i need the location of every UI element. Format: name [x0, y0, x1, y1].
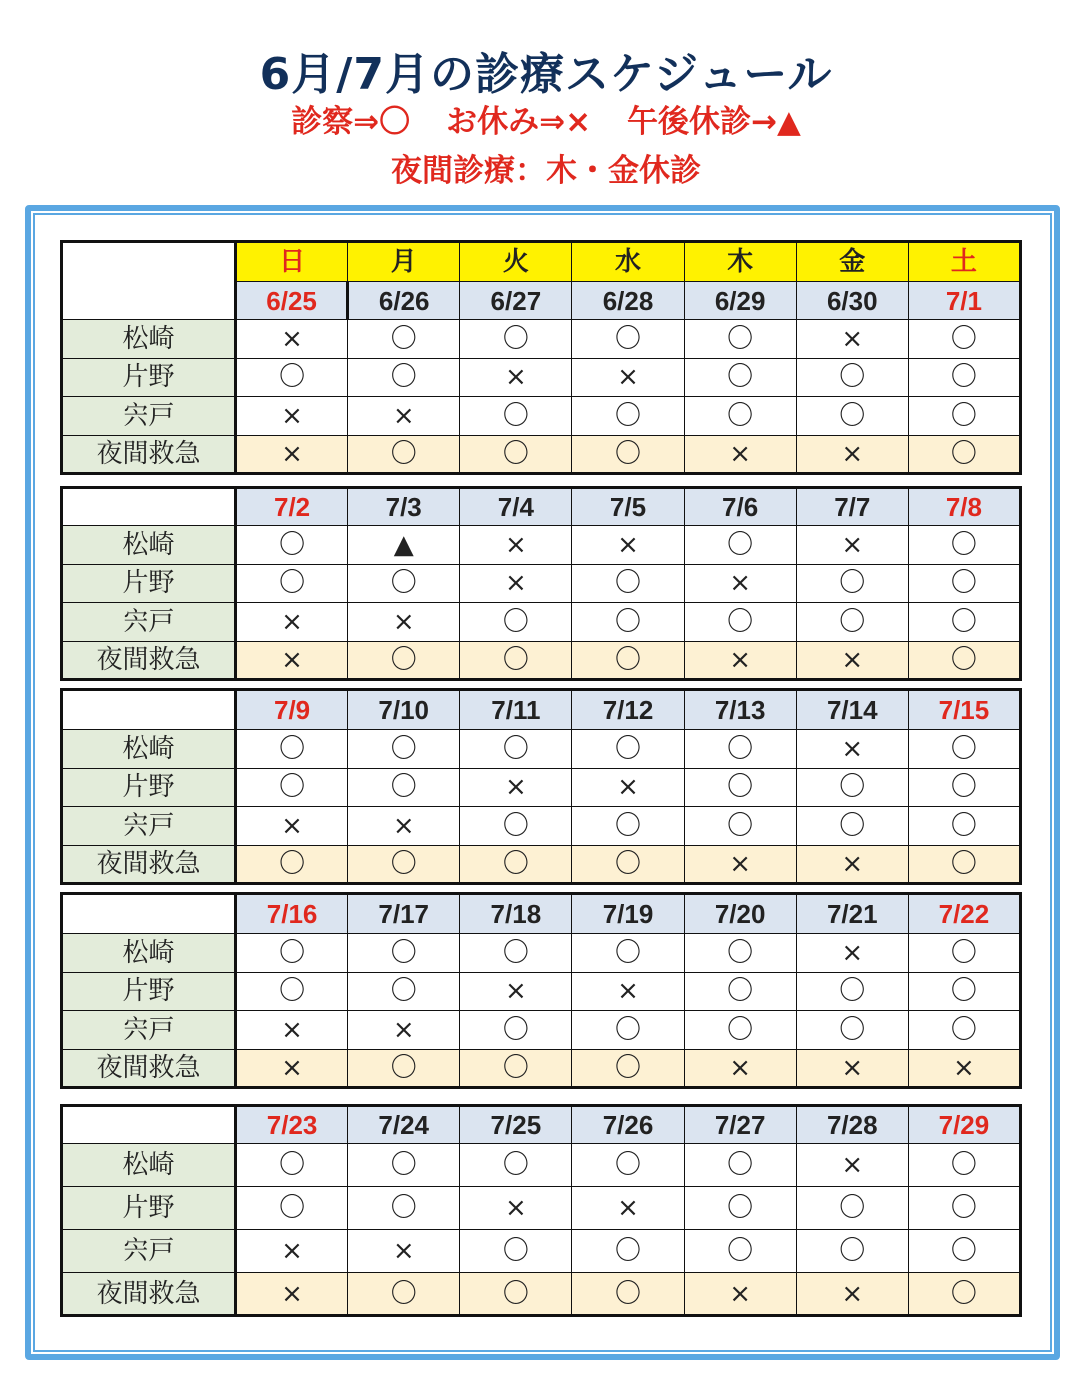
date-cell: 6/28 — [572, 282, 684, 320]
schedule-mark: × — [236, 320, 348, 359]
row-night-emergency — [62, 1049, 1021, 1088]
schedule-mark: 〇 — [348, 845, 460, 884]
schedule-mark: × — [796, 320, 908, 359]
row-label-night-emergency: 夜間救急 — [62, 641, 236, 680]
schedule-mark: 〇 — [684, 1187, 796, 1230]
row-label-katano: 片野 — [62, 358, 236, 397]
schedule-mark: 〇 — [572, 1011, 684, 1050]
schedule-mark: ▲ — [348, 526, 460, 565]
schedule-mark: 〇 — [908, 564, 1020, 603]
schedule-mark: × — [460, 526, 572, 565]
row-shishido — [62, 397, 1021, 436]
schedule-mark: 〇 — [460, 1144, 572, 1187]
schedule-mark: × — [236, 807, 348, 846]
schedule-mark: × — [236, 1049, 348, 1088]
date-cell: 7/14 — [796, 690, 908, 730]
schedule-mark: × — [348, 807, 460, 846]
schedule-mark: 〇 — [348, 1187, 460, 1230]
date-cell: 6/26 — [348, 282, 460, 320]
date-cell: 7/27 — [684, 1106, 796, 1144]
date-cell: 7/13 — [684, 690, 796, 730]
schedule-mark: 〇 — [236, 1144, 348, 1187]
schedule-mark: 〇 — [236, 1187, 348, 1230]
legend-open: 診察⇒〇 — [291, 104, 411, 140]
schedule-mark: 〇 — [460, 1230, 572, 1273]
date-cell: 7/16 — [236, 894, 348, 934]
row-matsuzaki — [62, 320, 1021, 359]
row-katano — [62, 768, 1021, 807]
row-label-matsuzaki: 松崎 — [62, 526, 236, 565]
schedule-mark: × — [348, 397, 460, 436]
schedule-mark: × — [684, 641, 796, 680]
row-night-emergency — [62, 435, 1021, 474]
date-cell: 7/17 — [348, 894, 460, 934]
row-label-katano: 片野 — [62, 564, 236, 603]
schedule-mark: 〇 — [460, 1273, 572, 1316]
schedule-mark: 〇 — [796, 358, 908, 397]
weekday-header: 月 — [348, 242, 460, 282]
schedule-mark: 〇 — [348, 641, 460, 680]
date-cell: 7/15 — [908, 690, 1020, 730]
weekday-header: 日 — [236, 242, 348, 282]
schedule-mark: 〇 — [460, 320, 572, 359]
date-cell: 7/4 — [460, 488, 572, 526]
schedule-mark: 〇 — [684, 972, 796, 1011]
schedule-mark: × — [572, 526, 684, 565]
schedule-mark: 〇 — [684, 768, 796, 807]
schedule-mark: 〇 — [908, 603, 1020, 642]
schedule-mark: 〇 — [908, 1273, 1020, 1316]
schedule-mark: 〇 — [684, 807, 796, 846]
row-label-shishido: 宍戸 — [62, 397, 236, 436]
date-cell: 7/9 — [236, 690, 348, 730]
weekday-header: 火 — [460, 242, 572, 282]
weekday-header: 金 — [796, 242, 908, 282]
schedule-mark: × — [684, 1049, 796, 1088]
schedule-mark: 〇 — [796, 603, 908, 642]
row-katano — [62, 564, 1021, 603]
date-cell: 6/25 — [236, 282, 348, 320]
schedule-mark: × — [684, 435, 796, 474]
schedule-mark: × — [908, 1049, 1020, 1088]
row-katano — [62, 358, 1021, 397]
schedule-mark: × — [684, 564, 796, 603]
schedule-mark: 〇 — [908, 768, 1020, 807]
schedule-mark: × — [236, 1230, 348, 1273]
schedule-mark: 〇 — [684, 1011, 796, 1050]
week-table-2 — [60, 486, 1022, 681]
schedule-mark: × — [236, 1011, 348, 1050]
schedule-mark: 〇 — [460, 1049, 572, 1088]
row-katano — [62, 1187, 1021, 1230]
schedule-mark: 〇 — [684, 730, 796, 769]
schedule-mark: 〇 — [348, 730, 460, 769]
row-shishido — [62, 1011, 1021, 1050]
row-matsuzaki — [62, 526, 1021, 565]
schedule-mark: 〇 — [236, 526, 348, 565]
schedule-mark: 〇 — [460, 435, 572, 474]
schedule-mark: 〇 — [236, 934, 348, 973]
schedule-mark: 〇 — [348, 435, 460, 474]
date-cell: 7/19 — [572, 894, 684, 934]
row-matsuzaki — [62, 1144, 1021, 1187]
date-cell: 7/28 — [796, 1106, 908, 1144]
row-label-matsuzaki: 松崎 — [62, 730, 236, 769]
row-label-katano: 片野 — [62, 972, 236, 1011]
schedule-mark: 〇 — [236, 972, 348, 1011]
schedule-mark: 〇 — [572, 845, 684, 884]
weekday-header: 木 — [684, 242, 796, 282]
date-cell: 7/20 — [684, 894, 796, 934]
schedule-mark: × — [684, 845, 796, 884]
schedule-mark: × — [796, 934, 908, 973]
schedule-mark: 〇 — [796, 807, 908, 846]
date-cell: 7/22 — [908, 894, 1020, 934]
schedule-mark: × — [796, 1144, 908, 1187]
schedule-mark: × — [796, 730, 908, 769]
date-cell: 7/6 — [684, 488, 796, 526]
row-label-night-emergency: 夜間救急 — [62, 845, 236, 884]
schedule-mark: 〇 — [796, 972, 908, 1011]
date-cell: 7/25 — [460, 1106, 572, 1144]
night-clinic-note: 夜間診療：木・金休診 — [391, 153, 701, 189]
schedule-mark: × — [796, 845, 908, 884]
schedule-mark: 〇 — [572, 934, 684, 973]
date-cell: 6/30 — [796, 282, 908, 320]
schedule-mark: 〇 — [460, 641, 572, 680]
schedule-mark: 〇 — [796, 768, 908, 807]
date-cell: 7/24 — [348, 1106, 460, 1144]
row-katano — [62, 972, 1021, 1011]
row-label-matsuzaki: 松崎 — [62, 934, 236, 973]
schedule-mark: × — [236, 1273, 348, 1316]
date-cell: 7/2 — [236, 488, 348, 526]
schedule-mark: 〇 — [572, 564, 684, 603]
header-blank-cell — [62, 488, 236, 526]
schedule-mark: × — [348, 603, 460, 642]
schedule-mark: × — [796, 641, 908, 680]
schedule-mark: 〇 — [908, 358, 1020, 397]
row-label-night-emergency: 夜間救急 — [62, 435, 236, 474]
header-blank-cell — [62, 690, 236, 730]
schedule-mark: 〇 — [460, 845, 572, 884]
schedule-mark: 〇 — [572, 1273, 684, 1316]
schedule-mark: × — [796, 1049, 908, 1088]
date-cell: 7/1 — [908, 282, 1020, 320]
date-cell: 7/10 — [348, 690, 460, 730]
week-table-5 — [60, 1104, 1022, 1317]
schedule-mark: 〇 — [908, 972, 1020, 1011]
schedule-mark: × — [236, 603, 348, 642]
schedule-mark: × — [796, 526, 908, 565]
schedule-mark: 〇 — [908, 641, 1020, 680]
schedule-mark: 〇 — [348, 320, 460, 359]
schedule-mark: 〇 — [236, 768, 348, 807]
schedule-mark: × — [460, 358, 572, 397]
schedule-mark: 〇 — [460, 807, 572, 846]
schedule-mark: 〇 — [908, 934, 1020, 973]
date-cell: 7/29 — [908, 1106, 1020, 1144]
row-matsuzaki — [62, 730, 1021, 769]
legend-closed: お休み⇒× — [446, 104, 592, 140]
schedule-mark: 〇 — [236, 730, 348, 769]
row-shishido — [62, 1230, 1021, 1273]
schedule-mark: 〇 — [460, 397, 572, 436]
schedule-mark: 〇 — [236, 564, 348, 603]
schedule-mark: 〇 — [348, 934, 460, 973]
week-table-4 — [60, 892, 1022, 1089]
schedule-mark: 〇 — [796, 397, 908, 436]
schedule-mark: 〇 — [460, 730, 572, 769]
date-cell: 7/21 — [796, 894, 908, 934]
schedule-mark: × — [460, 972, 572, 1011]
row-label-katano: 片野 — [62, 768, 236, 807]
row-label-matsuzaki: 松崎 — [62, 320, 236, 359]
schedule-mark: × — [236, 435, 348, 474]
schedule-mark: 〇 — [684, 934, 796, 973]
schedule-mark: 〇 — [572, 807, 684, 846]
date-cell: 6/29 — [684, 282, 796, 320]
schedule-mark: 〇 — [684, 358, 796, 397]
row-shishido — [62, 807, 1021, 846]
schedule-mark: 〇 — [572, 435, 684, 474]
schedule-mark: 〇 — [460, 1011, 572, 1050]
schedule-mark: 〇 — [908, 1187, 1020, 1230]
row-label-shishido: 宍戸 — [62, 603, 236, 642]
schedule-mark: 〇 — [348, 1049, 460, 1088]
schedule-mark: 〇 — [348, 972, 460, 1011]
schedule-mark: 〇 — [572, 1230, 684, 1273]
schedule-mark: × — [572, 1187, 684, 1230]
date-cell: 7/11 — [460, 690, 572, 730]
schedule-mark: 〇 — [348, 564, 460, 603]
schedule-mark: 〇 — [796, 1011, 908, 1050]
schedule-mark: 〇 — [572, 397, 684, 436]
row-night-emergency — [62, 641, 1021, 680]
schedule-mark: × — [796, 1273, 908, 1316]
schedule-mark: × — [460, 564, 572, 603]
schedule-mark: × — [236, 397, 348, 436]
weekday-header: 水 — [572, 242, 684, 282]
row-label-matsuzaki: 松崎 — [62, 1144, 236, 1187]
schedule-mark: 〇 — [460, 934, 572, 973]
schedule-mark: 〇 — [908, 1011, 1020, 1050]
date-cell: 6/27 — [460, 282, 572, 320]
schedule-mark: × — [236, 641, 348, 680]
header-blank-cell — [62, 894, 236, 934]
schedule-mark: × — [460, 1187, 572, 1230]
schedule-mark: 〇 — [684, 397, 796, 436]
schedule-mark: 〇 — [684, 526, 796, 565]
row-matsuzaki — [62, 934, 1021, 973]
weekday-header: 土 — [908, 242, 1020, 282]
date-cell: 7/26 — [572, 1106, 684, 1144]
row-label-shishido: 宍戸 — [62, 1230, 236, 1273]
date-cell: 7/5 — [572, 488, 684, 526]
row-label-shishido: 宍戸 — [62, 1011, 236, 1050]
schedule-mark: × — [572, 768, 684, 807]
schedule-mark: × — [460, 768, 572, 807]
page-title: 6月/7月の診療スケジュール — [259, 49, 833, 100]
schedule-mark: 〇 — [684, 1230, 796, 1273]
row-night-emergency — [62, 1273, 1021, 1316]
schedule-mark: × — [348, 1011, 460, 1050]
schedule-mark: × — [796, 435, 908, 474]
schedule-mark: 〇 — [572, 603, 684, 642]
schedule-mark: 〇 — [348, 1144, 460, 1187]
row-label-night-emergency: 夜間救急 — [62, 1049, 236, 1088]
schedule-mark: 〇 — [348, 358, 460, 397]
date-cell: 7/23 — [236, 1106, 348, 1144]
row-label-shishido: 宍戸 — [62, 807, 236, 846]
schedule-mark: 〇 — [796, 564, 908, 603]
date-cell: 7/3 — [348, 488, 460, 526]
schedule-mark: 〇 — [908, 730, 1020, 769]
date-cell: 7/12 — [572, 690, 684, 730]
date-cell: 7/7 — [796, 488, 908, 526]
header-blank-cell — [62, 242, 236, 320]
schedule-mark: 〇 — [460, 603, 572, 642]
schedule-mark: 〇 — [796, 1187, 908, 1230]
row-shishido — [62, 603, 1021, 642]
schedule-mark: 〇 — [572, 1049, 684, 1088]
schedule-mark: 〇 — [572, 320, 684, 359]
schedule-mark: × — [348, 1230, 460, 1273]
schedule-mark: 〇 — [572, 1144, 684, 1187]
schedule-mark: 〇 — [348, 768, 460, 807]
schedule-mark: 〇 — [684, 1144, 796, 1187]
schedule-mark: 〇 — [908, 320, 1020, 359]
schedule-mark: 〇 — [236, 358, 348, 397]
schedule-mark: 〇 — [348, 1273, 460, 1316]
header-blank-cell — [62, 1106, 236, 1144]
legend — [0, 96, 1092, 141]
schedule-mark: 〇 — [796, 1230, 908, 1273]
schedule-mark: 〇 — [908, 435, 1020, 474]
date-cell: 7/18 — [460, 894, 572, 934]
row-label-katano: 片野 — [62, 1187, 236, 1230]
schedule-mark: 〇 — [908, 845, 1020, 884]
schedule-mark: 〇 — [908, 807, 1020, 846]
schedule-mark: 〇 — [684, 320, 796, 359]
schedule-mark: 〇 — [236, 845, 348, 884]
schedule-mark: × — [572, 972, 684, 1011]
week-table-3 — [60, 688, 1022, 885]
schedule-mark: 〇 — [908, 1230, 1020, 1273]
schedule-mark: 〇 — [908, 526, 1020, 565]
legend-afternoon-closed: 午後休診→▲ — [627, 104, 801, 140]
date-cell: 7/8 — [908, 488, 1020, 526]
row-label-night-emergency: 夜間救急 — [62, 1273, 236, 1316]
schedule-mark: × — [684, 1273, 796, 1316]
row-night-emergency — [62, 845, 1021, 884]
week-table-1 — [60, 240, 1022, 475]
schedule-mark: 〇 — [908, 1144, 1020, 1187]
schedule-mark: 〇 — [908, 397, 1020, 436]
schedule-mark: 〇 — [684, 603, 796, 642]
schedule-mark: 〇 — [572, 641, 684, 680]
schedule-mark: × — [572, 358, 684, 397]
schedule-mark: 〇 — [572, 730, 684, 769]
